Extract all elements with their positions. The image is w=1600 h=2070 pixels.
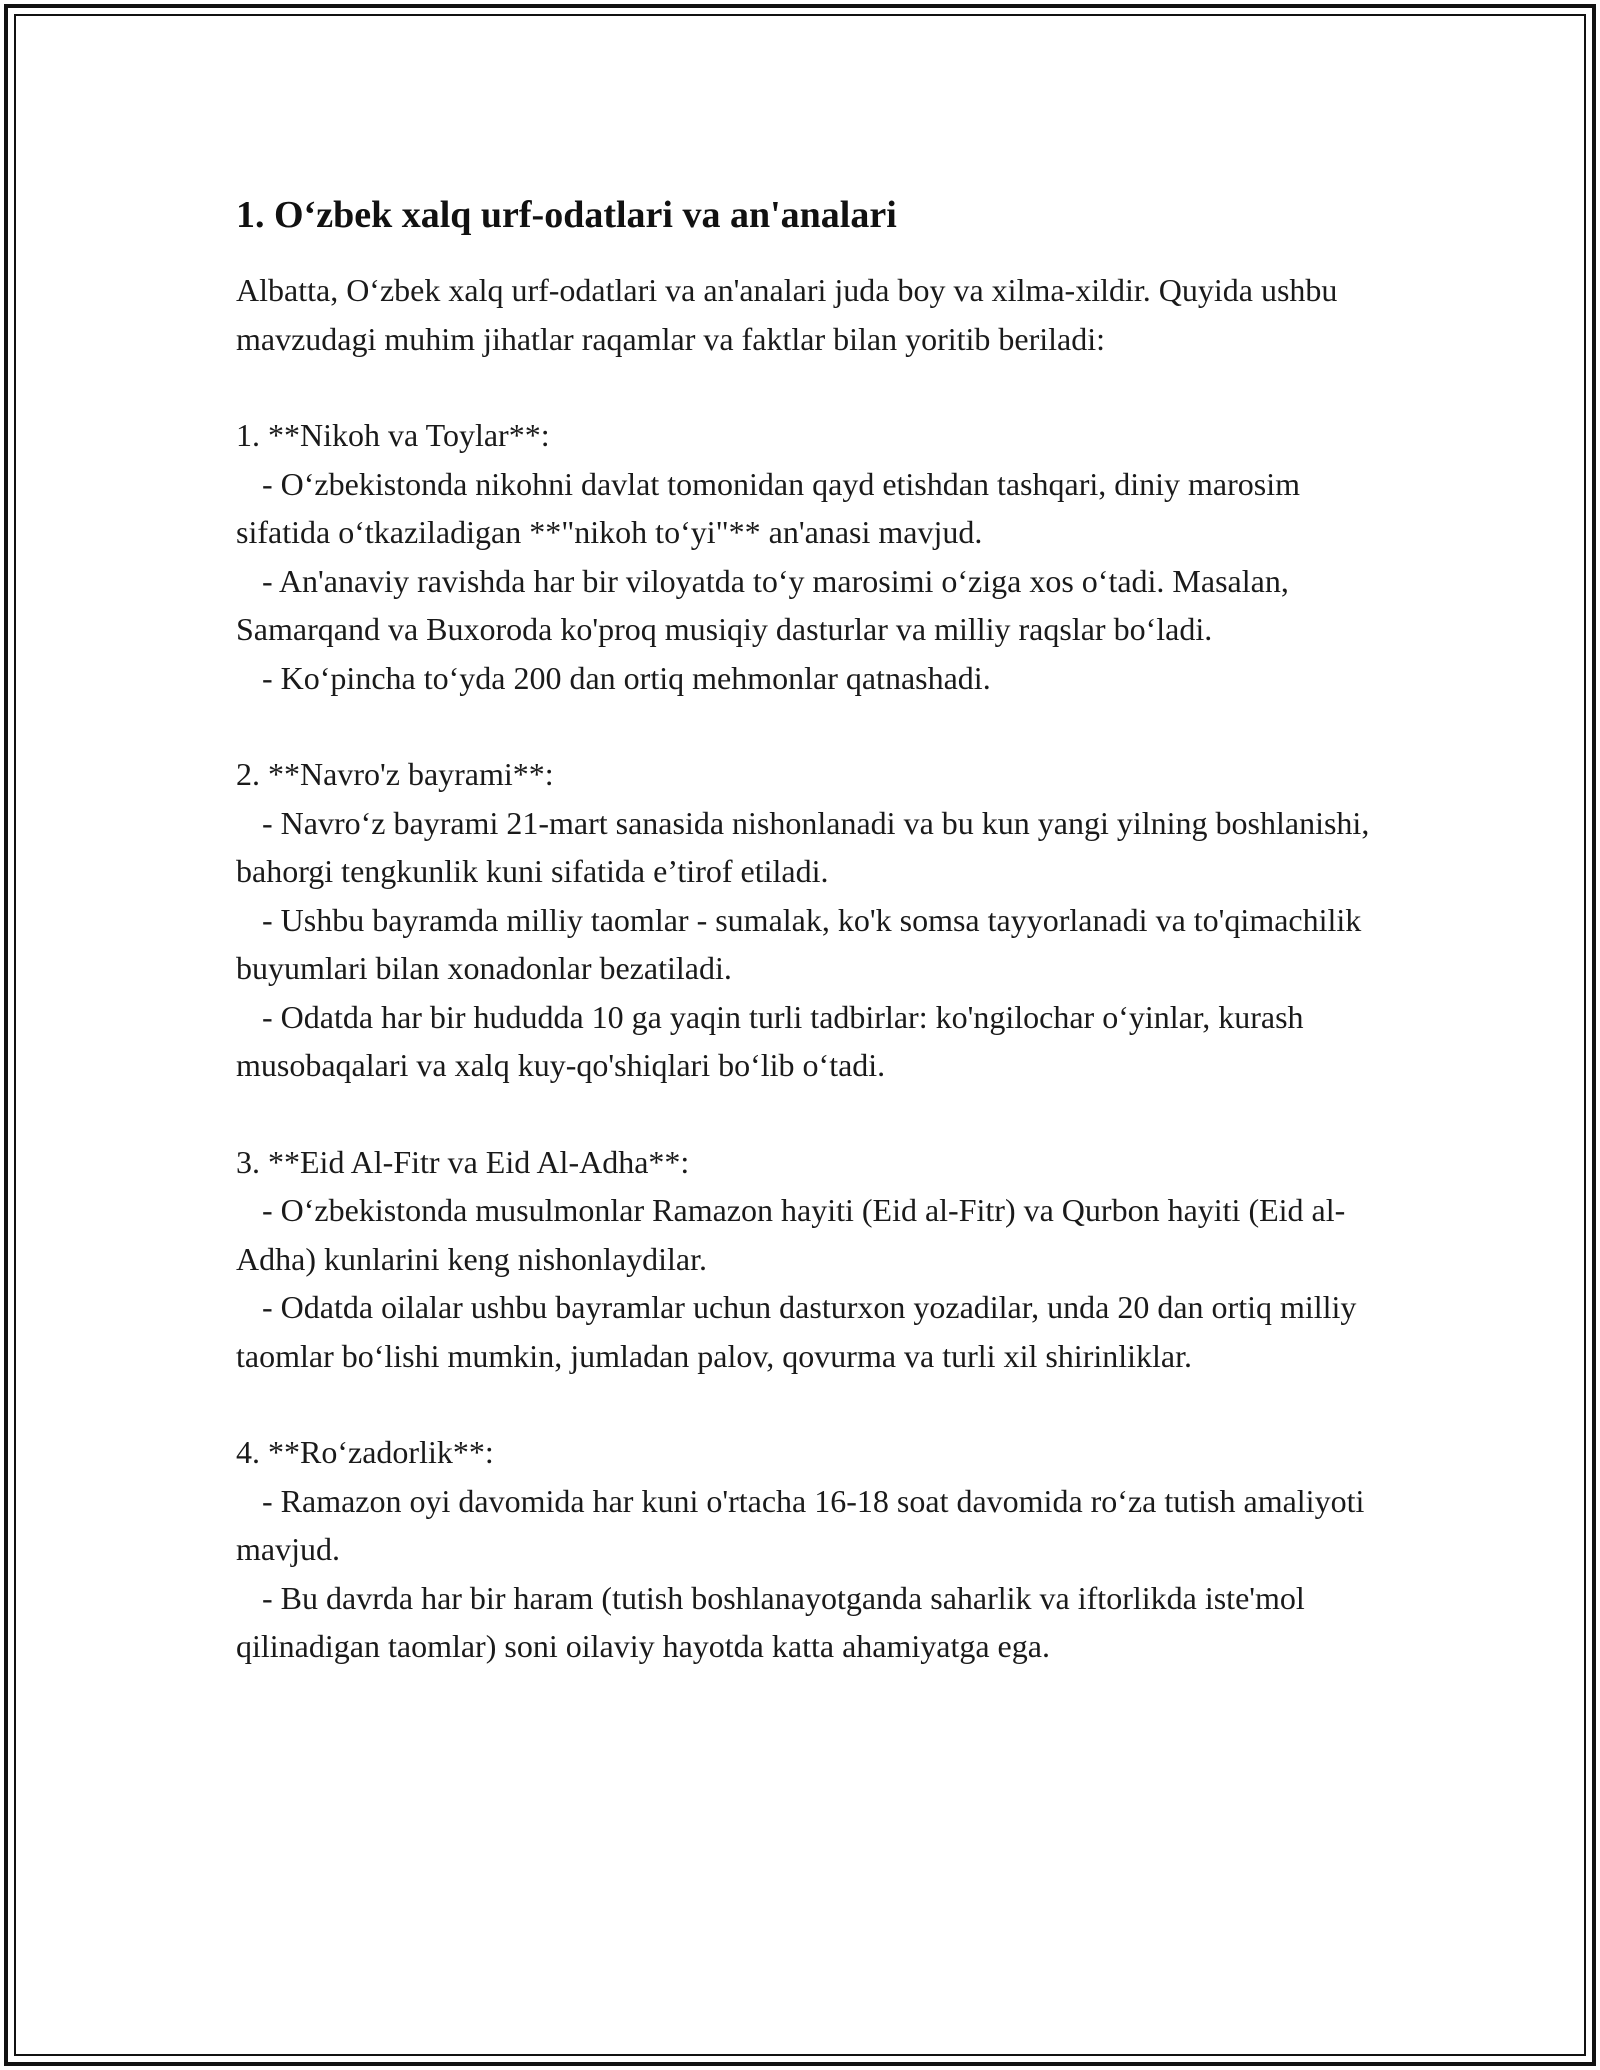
section-rozadorlik bbox=[236, 1428, 1376, 1671]
document-body bbox=[236, 190, 1376, 1719]
section-heading: 4. **Ro‘zadorlik**: bbox=[236, 1434, 494, 1470]
document-title: 1. O‘zbek xalq urf-odatlari va an'analari bbox=[236, 194, 897, 236]
bullet-item: - Bu davrda har bir haram (tutish boshlanayotganda saharlik va iftorlikda iste'mol qilinadigan taomlar) soni oilaviy hayotda katta ahamiyatga ega. bbox=[236, 1579, 1305, 1664]
section-heading: 2. **Navro'z bayrami**: bbox=[236, 756, 554, 792]
section-navroz bbox=[236, 750, 1376, 1090]
bullet-item: - Navro‘z bayrami 21-mart sanasida nishonlanadi va bu kun yangi yilning boshlanishi, bahorgi tengkunlik kuni sifatida e’tirof etiladi. bbox=[236, 804, 1370, 889]
section-heading: 3. **Eid Al-Fitr va Eid Al-Adha**: bbox=[236, 1143, 690, 1180]
bullet-item: - O‘zbekistonda musulmonlar Ramazon hayiti (Eid al-Fitr) va Qurbon hayiti (Eid al-Adha) kunlarini keng nishonlaydilar. bbox=[236, 1192, 1346, 1277]
bullet-item: - O‘zbekistonda nikohni davlat tomonidan qayd etishdan tashqari, diniy marosim sifatida o‘tkaziladigan **"nikoh to‘yi"** an'anasi mavjud. bbox=[236, 465, 1301, 550]
intro-paragraph: Albatta, O‘zbek xalq urf-odatlari va an'analari juda boy va xilma-xildir. Quyida ushbu mavzudagi muhim jihatlar raqamlar va faktlar bilan yoritib beriladi: bbox=[236, 272, 1338, 357]
bullet-item: - Ramazon oyi davomida har kuni o'rtacha 16-18 soat davomida ro‘za tutish amaliyoti mavjud. bbox=[236, 1482, 1365, 1567]
bullet-item: - Ko‘pincha to‘yda 200 dan ortiq mehmonlar qatnashadi. bbox=[262, 659, 991, 696]
section-nikoh bbox=[236, 411, 1376, 702]
bullet-item: - Odatda oilalar ushbu bayramlar uchun dasturxon yozadilar, unda 20 dan ortiq milliy taomlar bo‘lishi mumkin, jumladan palov, qovurma va turli xil shirinliklar. bbox=[236, 1289, 1357, 1374]
bullet-item: - An'anaviy ravishda har bir viloyatda to‘y marosimi o‘ziga xos o‘tadi. Masalan, Samarqand va Buxoroda ko'proq musiqiy dasturlar va milliy raqslar bo‘ladi. bbox=[236, 562, 1289, 647]
bullet-item: - Odatda har bir hududda 10 ga yaqin turli tadbirlar: ko'ngilochar o‘yinlar, kurash musobaqalari va xalq kuy-qo'shiqlari bo‘lib o‘tadi. bbox=[236, 998, 1304, 1083]
bullet-item: - Ushbu bayramda milliy taomlar - sumalak, ko'k somsa tayyorlanadi va to'qimachilik buyumlari bilan xonadonlar bezatiladi. bbox=[236, 901, 1362, 986]
section-eid bbox=[236, 1138, 1376, 1381]
section-heading: 1. **Nikoh va Toylar**: bbox=[236, 417, 550, 453]
